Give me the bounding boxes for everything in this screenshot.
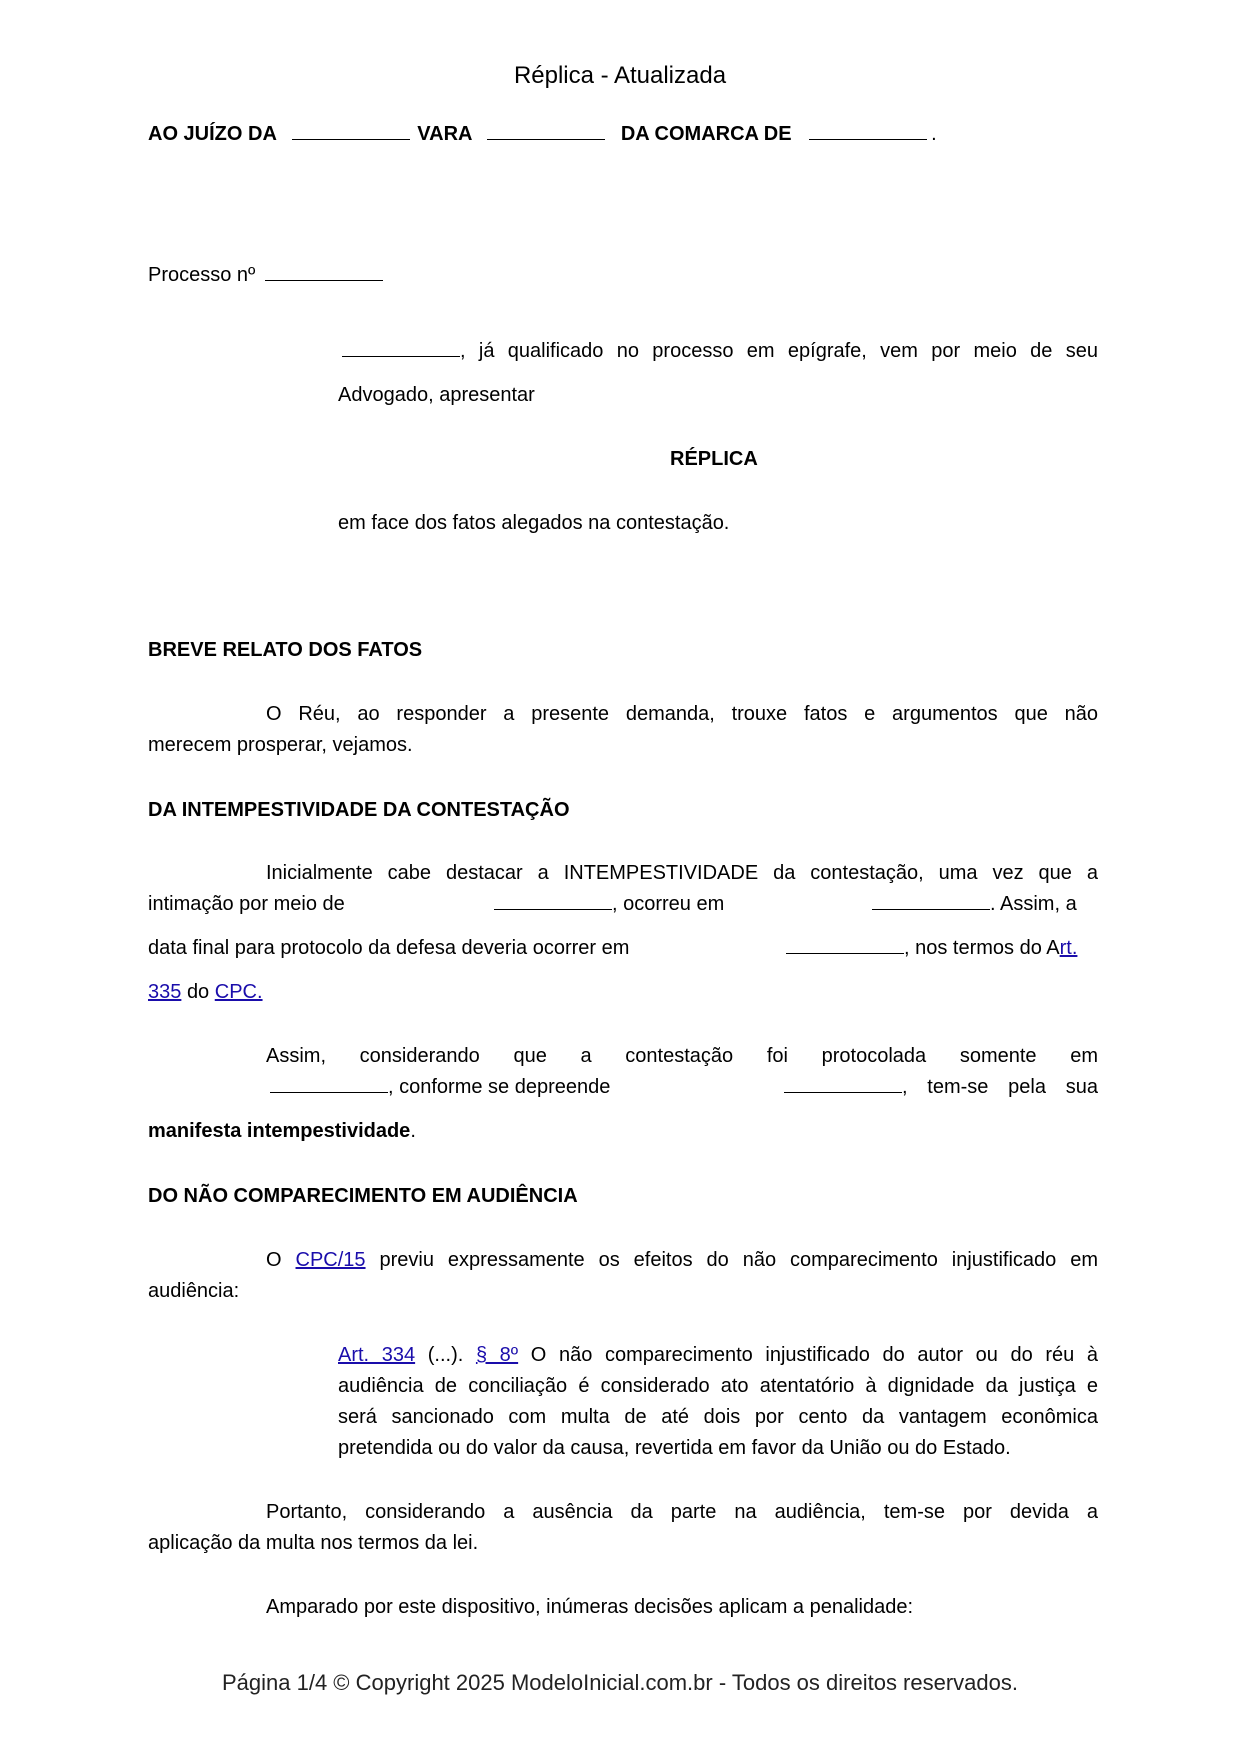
untimeliness-line-2-b: , ocorreu em: [494, 894, 724, 914]
article-334-link[interactable]: Art. 334: [338, 1344, 416, 1366]
hearing-p1-line-1: O CPC/15 previu expressamente os efeitos do não comparecimento injustificado em: [266, 1249, 1099, 1271]
quote-line-3: será sancionado com multa de até dois por cento da vantagem econômica: [338, 1406, 1098, 1428]
untimeliness-line-2-a: intimação por meio de: [148, 893, 345, 915]
blank-field: [872, 895, 990, 910]
untimeliness-line-1: Inicialmente cabe destacar a INTEMPESTIVIDADE da contestação, uma vez que a: [266, 862, 1098, 884]
untimeliness-line-2-c: . Assim, a: [872, 894, 1077, 914]
untimeliness-p2-line-2-b: , tem-se pela sua: [784, 1077, 1098, 1097]
cpc15-link[interactable]: CPC/15: [295, 1249, 366, 1271]
quote-line-1: Art. 334 (...). § 8º O não comparecimento injustificado do autor ou do réu à: [338, 1344, 1099, 1366]
blank-field: [292, 125, 410, 140]
hearing-p2-line-2: aplicação da multa nos termos da lei.: [148, 1532, 479, 1554]
page-footer: Página 1/4 © Copyright 2025 ModeloInicial.com.br - Todos os direitos reservados.: [222, 1670, 1018, 1695]
untimeliness-line-3-a: data final para protocolo da defesa deveria ocorrer em: [148, 937, 630, 959]
document-header-title: Réplica - Atualizada: [513, 62, 727, 89]
quote-line-4: pretendida ou do valor da causa, revertida em favor da União ou do Estado.: [338, 1437, 1011, 1459]
cpc-link[interactable]: CPC.: [214, 981, 263, 1003]
untimeliness-line-3-b: , nos termos do Art.: [786, 938, 1077, 958]
court-address-line: AO JUÍZO DA VARA DA COMARCA DE .: [148, 123, 937, 145]
article-link-rt[interactable]: rt.: [1059, 937, 1078, 959]
blank-field: [342, 342, 460, 357]
hearing-p1-line-2: audiência:: [148, 1280, 240, 1302]
blank-field: [494, 895, 612, 910]
blank-field: [786, 939, 904, 954]
document-title: RÉPLICA: [670, 448, 758, 470]
process-number-line: Processo nº: [148, 265, 383, 285]
hearing-p2-line-1: Portanto, considerando a ausência da parte na audiência, tem-se por devida a: [266, 1501, 1098, 1523]
section-heading-facts: BREVE RELATO DOS FATOS: [148, 639, 423, 661]
blank-field: [265, 266, 383, 281]
untimeliness-p2-line-2-a: , conforme se depreende: [270, 1077, 610, 1097]
section-heading-hearing-absence: DO NÃO COMPARECIMENTO EM AUDIÊNCIA: [148, 1185, 578, 1207]
quote-line-2: audiência de conciliação é considerado ato atentatório à dignidade da justiça e: [338, 1375, 1098, 1397]
blank-field: [809, 125, 927, 140]
facts-paragraph-line-1: O Réu, ao responder a presente demanda, trouxe fatos e argumentos que não: [266, 703, 1098, 725]
paragraph-8-link[interactable]: § 8º: [475, 1344, 519, 1366]
intro-line-2: Advogado, apresentar: [338, 384, 535, 406]
untimeliness-p2-line-1: Assim, considerando que a contestação foi protocolada somente em: [266, 1045, 1098, 1067]
blank-field: [487, 125, 605, 140]
blank-field: [270, 1078, 388, 1093]
intro-line-1: , já qualificado no processo em epígrafe, vem por meio de seu: [338, 341, 1098, 361]
article-335-link[interactable]: 335: [148, 981, 182, 1003]
facts-paragraph-line-2: merecem prosperar, vejamos.: [148, 734, 413, 756]
untimeliness-line-4: 335 do CPC.: [148, 981, 263, 1003]
section-heading-untimeliness: DA INTEMPESTIVIDADE DA CONTESTAÇÃO: [148, 799, 570, 821]
intro-line-3: em face dos fatos alegados na contestação.: [338, 512, 730, 534]
hearing-p3: Amparado por este dispositivo, inúmeras decisões aplicam a penalidade:: [266, 1596, 914, 1618]
untimeliness-p2-line-3: manifesta intempestividade.: [148, 1120, 416, 1142]
blank-field: [784, 1078, 902, 1093]
